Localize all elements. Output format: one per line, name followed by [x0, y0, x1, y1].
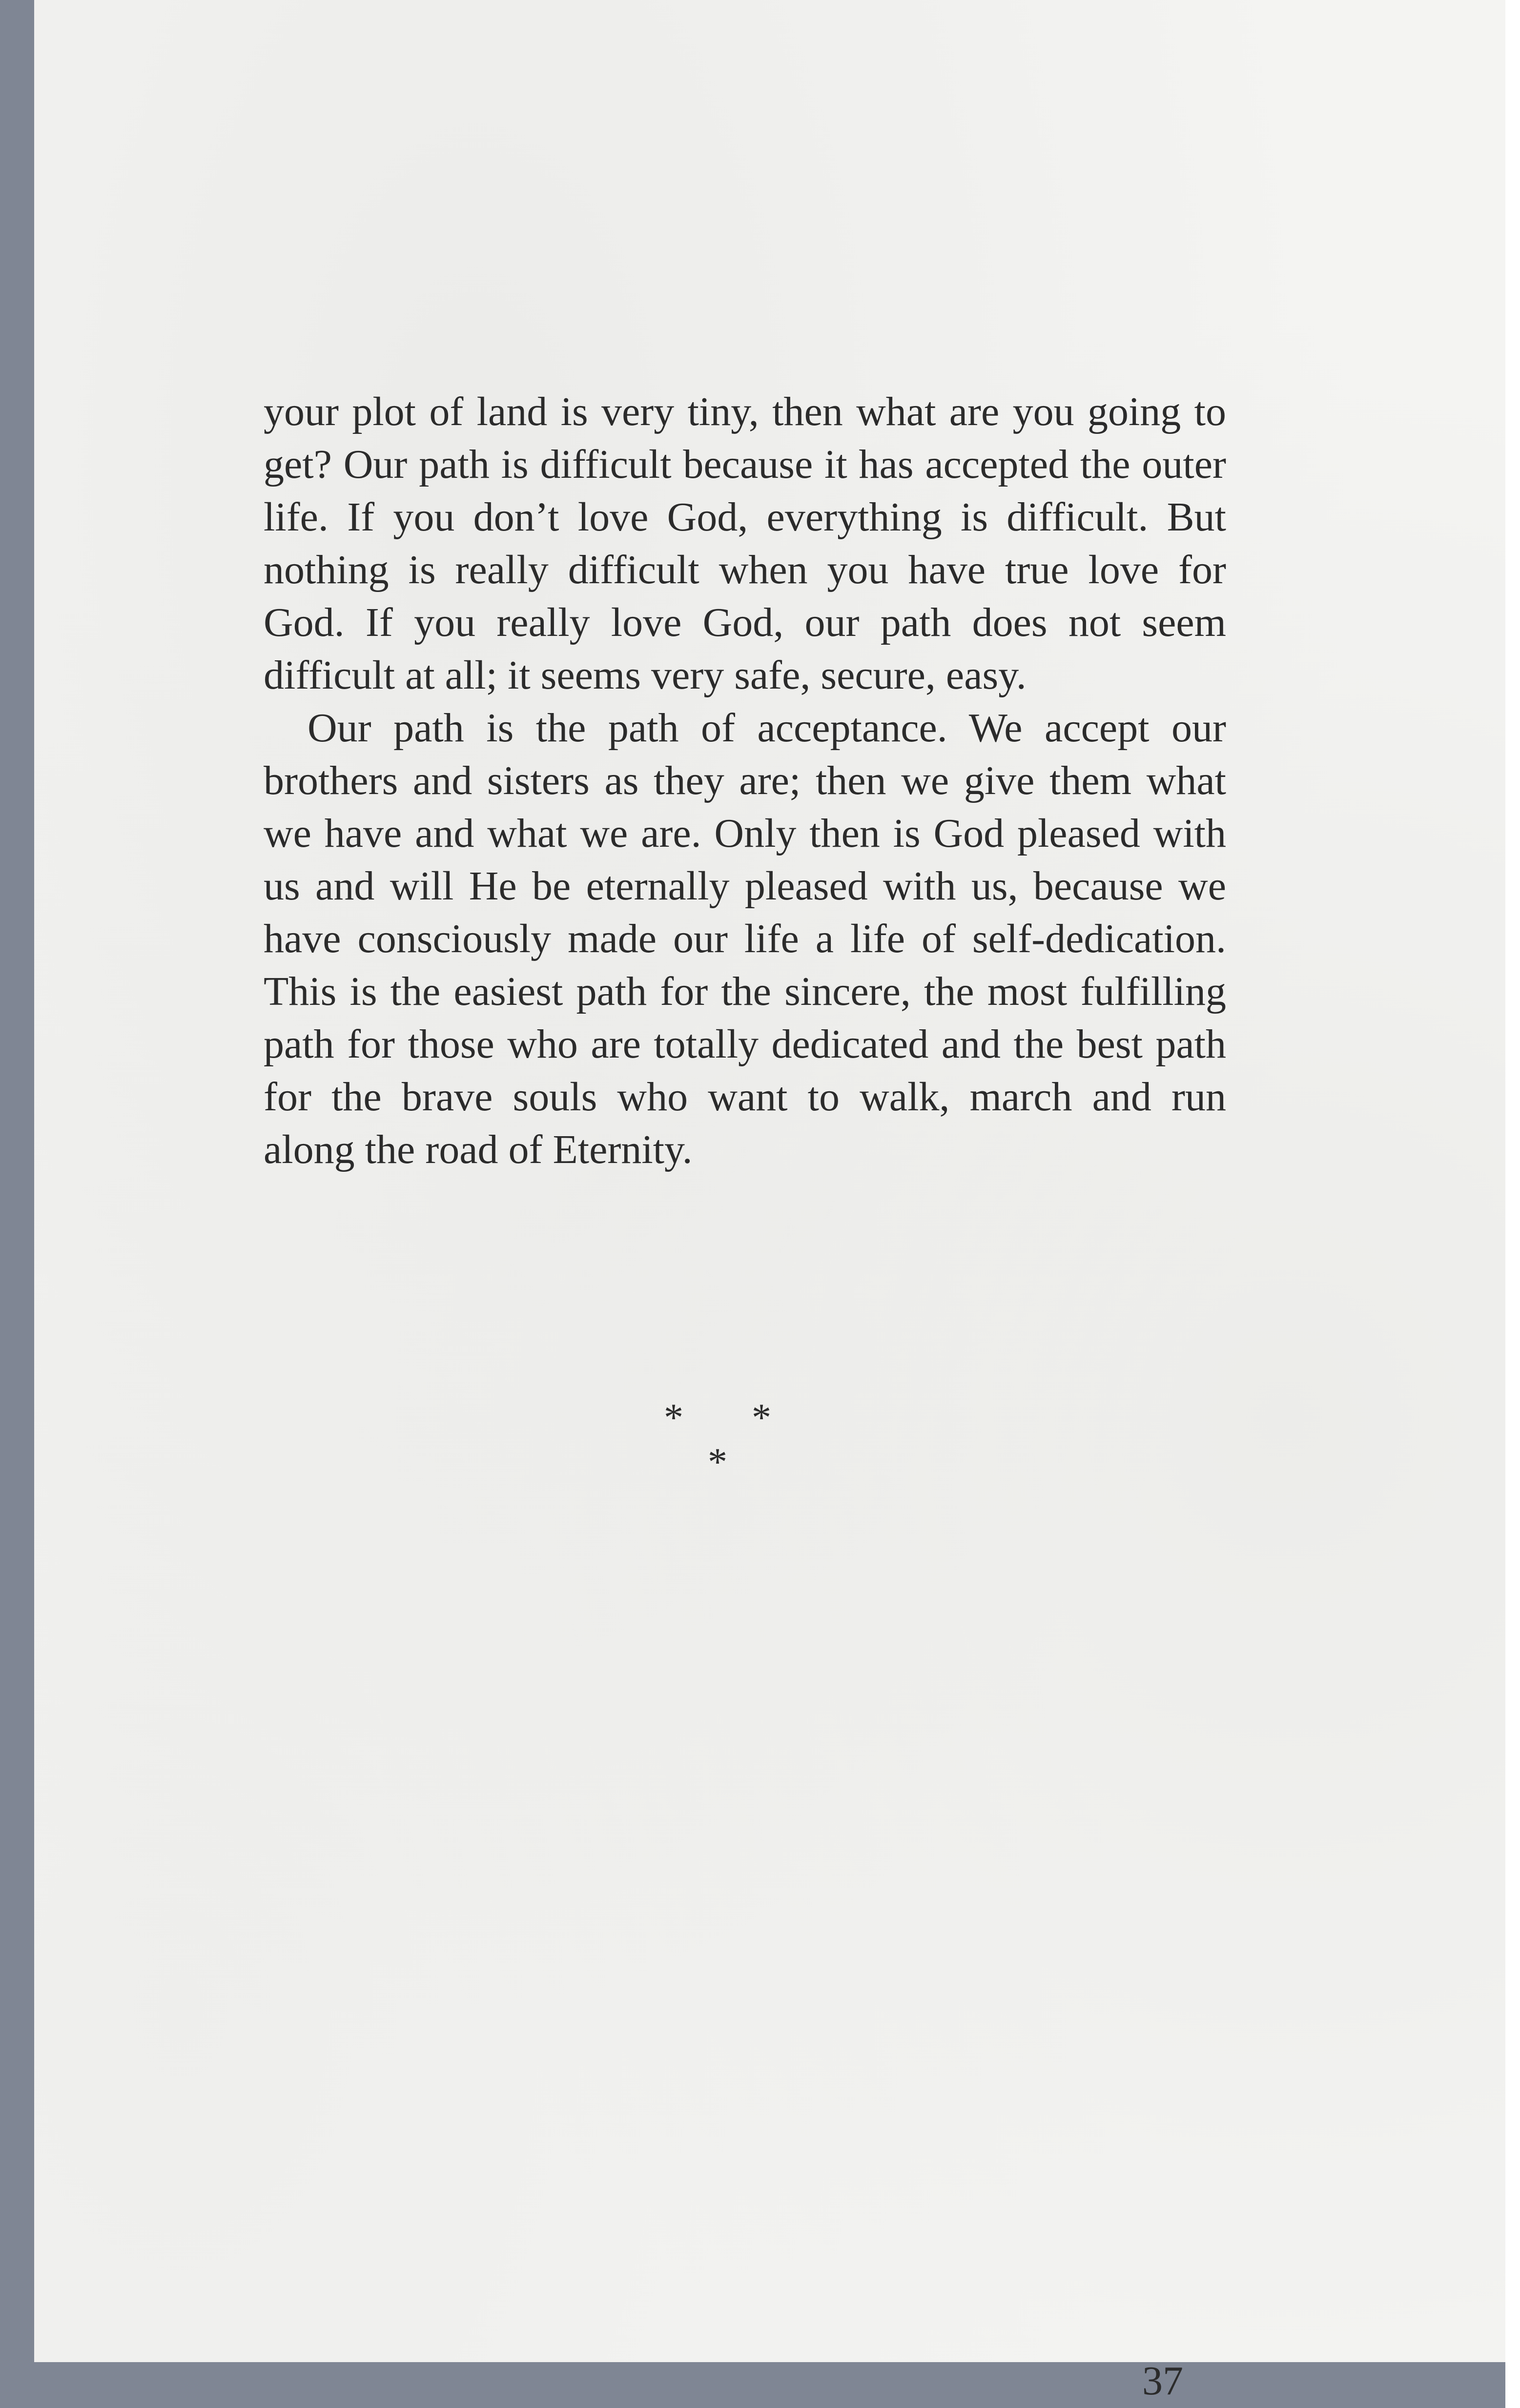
body-text — [264, 386, 1226, 1176]
paragraph-continued: your plot of land is very tiny, then what are you going to get? Our path is difficult because it has accepted the outer life. If you don’t love God, everything is difficult. But nothing is really difficult when you have true love for God. If you really love God, our path does not seem difficult at all; it seems very safe, secure, easy. — [264, 389, 1226, 698]
page-number: 37 — [1142, 2358, 1183, 2404]
paragraph: Our path is the path of acceptance. We accept our brothers and sisters as they are; then we give them what we have and what we are. Only then is God pleased with us and will He be eternally pleased with us, because we have consciously made our life a life of self-dedication. This is the easiest path for the sincere, the most fulfilling path for those who are totally dedicated and the best path for the brave souls who want to walk, march and run along the road of Eternity. — [264, 705, 1226, 1172]
book-page — [34, 0, 1505, 2362]
section-break: * * * — [664, 1396, 801, 1484]
scan-margin — [1505, 0, 1520, 2408]
